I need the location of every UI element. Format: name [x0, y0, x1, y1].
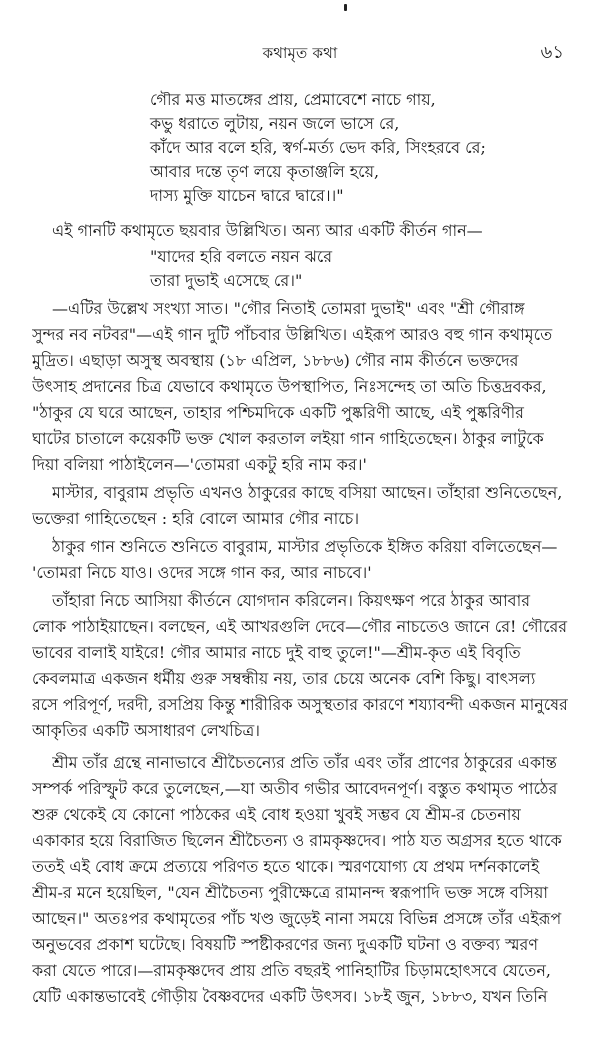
paragraph-line: —এটির উল্লেখ সংখ্যা সাত। "গৌর নিতাই তোমরা দুভাই" এবং "শ্রী গৌরাঙ্গ [52, 299, 525, 318]
paragraph-line: আকৃতির একটি অসাধারণ লেখচিত্র। [32, 721, 260, 740]
song-verse [150, 88, 590, 208]
paragraph-line: সম্পর্ক পরিস্ফুট করে তুলেছেন,—যা অতীব গভীর আবেদনপূর্ণ। বস্তুত কথামৃত পাঠের [32, 779, 558, 798]
paragraph-line: সুন্দর নব নটবর"—এই গান দুটি পাঁচবার উল্লিখিত। এইরূপ আরও বহু গান কথামৃতে [32, 325, 553, 344]
verse-line: কাঁদে আর বলে হরি, স্বর্গ-মর্ত্য ভেদ করি, সিংহরবে রে; [150, 138, 486, 157]
paragraph-line: অনুভবের প্রকাশ ঘটেছে। বিষয়টি স্পষ্টীকরণের জন্য দুএকটি ঘটনা ও বক্তব্য স্মরণ [32, 935, 538, 954]
paragraph-line: মুদ্রিত। এছাড়া অসুস্থ অবস্থায় (১৮ এপ্রিল, ১৮৮৬) গৌর নাম কীর্তনে ভক্তদের [32, 351, 519, 370]
paragraph-line: আছেন।" অতঃপর কথামৃতের পাঁচ খণ্ড জুড়েই নানা সময়ে বিভিন্ন প্রসঙ্গে তাঁর এইরূপ [32, 909, 562, 928]
paragraph-line: "ঠাকুর যে ঘরে আছেন, তাহার পশ্চিমদিকে একটি পুষ্করিণী আছে, এই পুষ্করিণীর [32, 403, 524, 422]
paragraph-line: শুরু থেকেই যে কোনো পাঠকের এই বোধ হওয়া খুবই সম্ভব যে শ্রীম-র চেতনায় [32, 805, 521, 824]
print-speck [344, 4, 347, 11]
paragraph-line: মাস্টার, বাবুরাম প্রভৃতি এখনও ঠাকুরের কাছে বসিয়া আছেন। তাঁহারা শুনিতেছেন, [52, 483, 563, 502]
paragraph-line: যেটি একান্তভাবেই গৌড়ীয় বৈষ্ণবদের একটি উৎসব। ১৮ই জুন, ১৮৮৩, যখন তিনি [32, 987, 548, 1006]
paragraph-line: ঠাকুর গান শুনিতে শুনিতে বাবুরাম, মাস্টার প্রভৃতিকে ইঙ্গিত করিয়া বলিতেছেন— [52, 537, 558, 556]
paragraph-line: ততই এই বোধ ক্রমে প্রত্যয়ে পরিণত হতে থাকে। স্মরণযোগ্য যে প্রথম দর্শনকালেই [32, 857, 540, 876]
quote-line: "যাদের হরি বলতে নয়ন ঝরে [150, 247, 333, 266]
paragraph-line: দিয়া বলিয়া পাঠাইলেন—'তোমরা একটু হরি নাম কর।' [32, 455, 367, 474]
paragraph-line [32, 1010, 578, 1036]
paragraph-line: একাকার হয়ে বিরাজিত ছিলেন শ্রীচৈতন্য ও রামকৃষ্ণদেব। পাঠ যত অগ্রসর হতে থাকে [32, 831, 562, 850]
verse-line: আবার দন্তে তৃণ লয়ে কৃতাঞ্জলি হয়ে, [150, 162, 380, 181]
paragraph-line: উৎসাহ প্রদানের চিত্র যেভাবে কথামৃতে উপস্থাপিত, নিঃসন্দেহ তা অতি চিত্তদ্রবকর, [32, 377, 547, 396]
paragraph-line: ভক্তেরা গাহিতেছেন : হরি বোলে আমার গৌর নাচে। [32, 509, 360, 528]
paragraph-line: শ্রীম তাঁর গ্রন্থে নানাভাবে শ্রীচৈতন্যের প্রতি তাঁর এবং তাঁর প্রাণের ঠাকুরের একান্ত [52, 753, 557, 772]
paragraph-line: লোক পাঠাইয়াছেন। বলছেন, এই আখরগুলি দেবে—গৌর নাচতেও জানে রে! গৌরের [32, 617, 568, 636]
verse-line: কভু ধরাতে লুটায়, নয়ন জলে ভাসে রে, [150, 114, 400, 133]
intro-line: এই গানটি কথামৃতে ছয়বার উল্লিখিত। অন্য আর একটি কীর্তন গান— [52, 221, 483, 240]
running-title: কথামৃত কথা [262, 44, 338, 62]
paragraph-line: রসে পরিপূর্ণ, দরদী, রসপ্রিয় কিন্তু শারীরিক অসুস্থতার কারণে শয্যাবন্দী একজন মানুষের [32, 695, 568, 714]
paragraph-line: শ্রীম-র মনে হয়েছিল, "যেন শ্রীচৈতন্য পুরীক্ষেত্রে রামানন্দ স্বরূপাদি ভক্ত সঙ্গে বসিয়া [32, 883, 549, 902]
paragraph-line: কেবলমাত্র একজন ধর্মীয় গুরু সম্বন্ধীয় নয়, তার চেয়ে অনেক বেশি কিছু। বাৎসল্য [32, 669, 536, 688]
page-number: ৬১ [540, 42, 564, 63]
paragraph-line: তাঁহারা নিচে আসিয়া কীর্তনে যোগদান করিলেন। কিয়ৎক্ষণ পরে ঠাকুর আবার [52, 591, 531, 610]
paragraph-line: করা যেতে পারে।—রামকৃষ্ণদেব প্রায় প্রতি বছরই পানিহাটির চিড়ামহোৎসবে যেতেন, [32, 961, 551, 980]
paragraph-line: ভাবের বালাই যাইরে! গৌর আমার নাচে দুই বাহু তুলে!"—শ্রীম-কৃত এই বিবৃতি [32, 643, 521, 662]
verse-line: গৌর মত্ত মাতঙ্গের প্রায়, প্রেমাবেশে নাচে গায়, [150, 90, 436, 109]
quote-line: তারা দুভাই এসেছে রে।" [150, 271, 303, 290]
paragraph-line: 'তোমরা নিচে যাও। ওদের সঙ্গে গান কর, আর নাচবে।' [32, 563, 372, 582]
verse-line: দাস্য মুক্তি যাচেন দ্বারে দ্বারে।।" [150, 186, 344, 205]
paragraph-line: ঘাটের চাতালে কয়েকটি ভক্ত খোল করতাল লইয়া গান গাহিতেছেন। ঠাকুর লাটুকে [32, 429, 544, 448]
